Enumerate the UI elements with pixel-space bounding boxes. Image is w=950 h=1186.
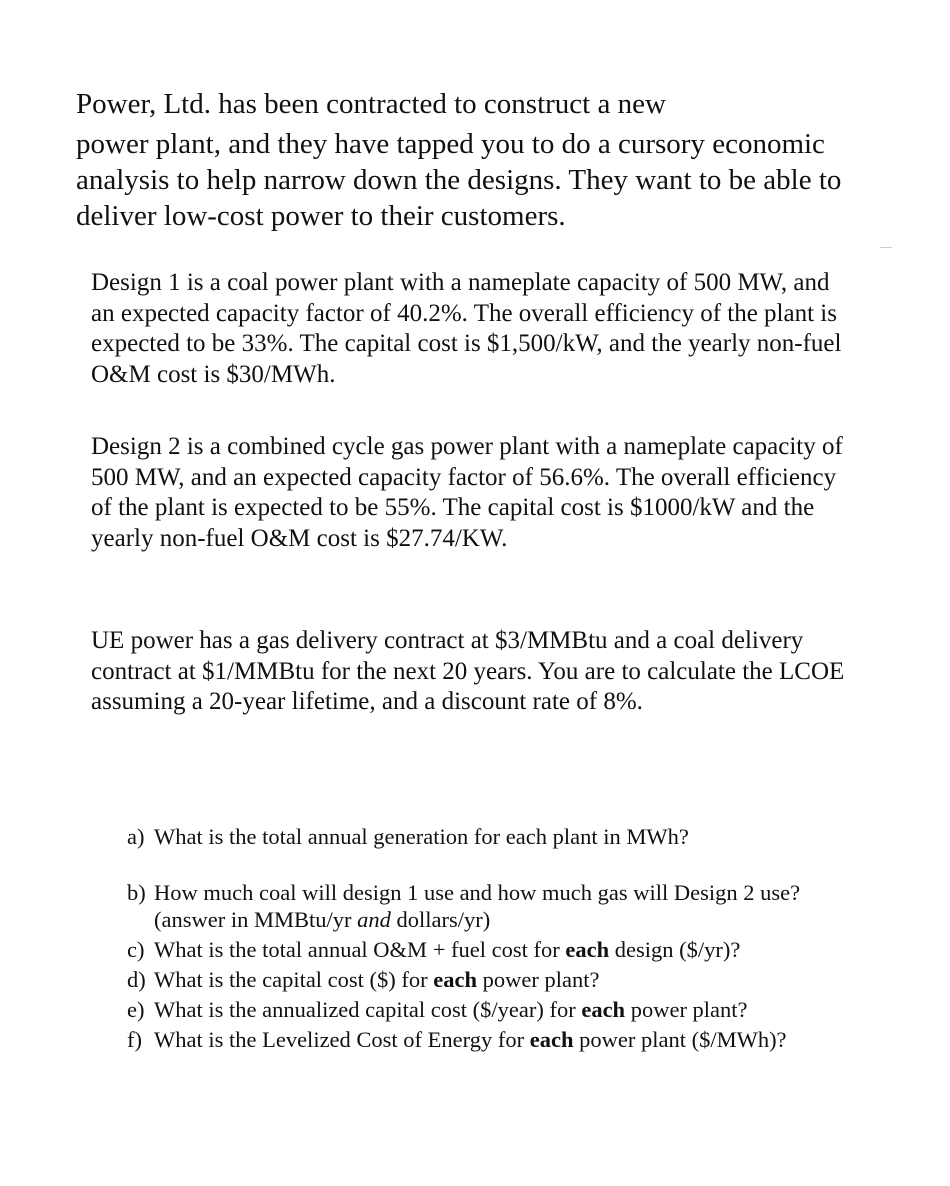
question-f-letter: f)	[127, 1027, 142, 1052]
question-f-text-post: power plant ($/MWh)?	[573, 1027, 787, 1052]
design-1-text: Design 1 is a coal power plant with a nameplate capacity of 500 MW, and an expected capacity factor of 40.2%. The overall efficiency of the plant is expected to be 33%. The capital cost is $1,500/kW, and the yearly non-fuel O&M cost is $30/MWh.	[91, 269, 842, 388]
design-2-text: Design 2 is a combined cycle gas power plant with a nameplate capacity of 500 MW, and an expected capacity factor of 56.6%. The overall efficiency of the plant is expected to be 55%. The capital cost is $1000/kW and the yearly non-fuel O&M cost is $27.74/KW.	[91, 433, 843, 552]
question-f-text-pre: What is the Levelized Cost of Energy for	[154, 1027, 530, 1052]
question-b-emphasis: and	[357, 907, 391, 932]
question-c-letter: c)	[127, 937, 145, 962]
question-f-bold: each	[529, 1027, 574, 1052]
question-d-bold: each	[433, 967, 478, 992]
question-b-letter: b)	[127, 880, 146, 905]
design-1-paragraph	[91, 268, 851, 390]
question-c	[127, 936, 827, 963]
question-b	[127, 879, 827, 933]
question-f	[127, 1026, 827, 1053]
question-e-text-post: power plant?	[625, 997, 748, 1022]
question-a-letter: a)	[127, 824, 145, 849]
design-2-paragraph	[91, 432, 851, 554]
question-c-text-pre: What is the total annual O&M + fuel cost for	[154, 937, 566, 962]
question-e-text-pre: What is the annualized capital cost ($/year) for	[154, 997, 582, 1022]
question-a-text: What is the total annual generation for each plant in MWh?	[154, 824, 689, 849]
question-c-bold: each	[565, 937, 610, 962]
question-d-letter: d)	[127, 967, 146, 992]
question-b-text-pre: How much coal will design 1 use and how much gas will Design 2 use? (answer in MMBtu/yr	[154, 880, 801, 932]
question-d	[127, 966, 827, 993]
divider	[880, 247, 892, 248]
question-b-text-post: dollars/yr)	[390, 907, 491, 932]
question-list	[127, 823, 827, 1053]
intro-paragraph	[76, 86, 906, 234]
intro-line-2: power plant, and they have tapped you to do a cursory economic analysis to help narrow down the designs. They want to be able to deliver low-cost power to their customers.	[76, 128, 842, 232]
contract-text: UE power has a gas delivery contract at $3/MMBtu and a coal delivery contract at $1/MMBtu for the next 20 years. You are to calculate the LCOE assuming a 20-year lifetime, and a discount rate of 8%.	[91, 627, 845, 715]
question-e-bold: each	[581, 997, 626, 1022]
question-e-letter: e)	[127, 997, 145, 1022]
question-d-text-post: power plant?	[477, 967, 600, 992]
intro-line-1: Power, Ltd. has been contracted to construct a new	[76, 88, 666, 120]
question-c-text-post: design ($/yr)?	[609, 937, 741, 962]
question-e	[127, 996, 827, 1023]
question-d-text-pre: What is the capital cost ($) for	[154, 967, 434, 992]
contract-paragraph	[91, 626, 851, 718]
question-a	[127, 823, 827, 850]
